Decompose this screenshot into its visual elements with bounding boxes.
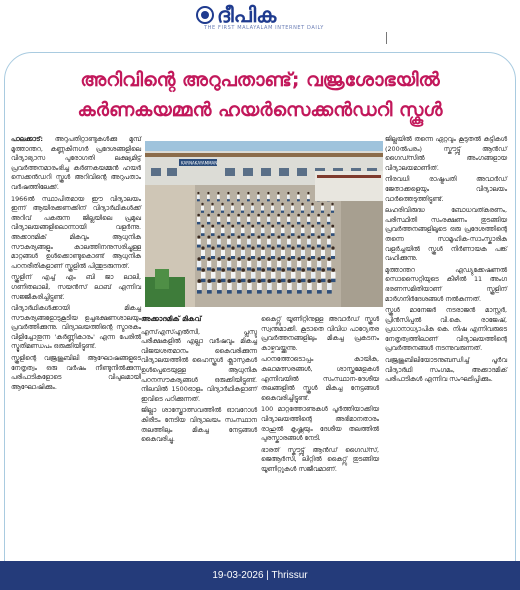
article-headline (5, 65, 515, 125)
paragraph: വിദ്യാർഥികൾക്കായി മികച്ച സൗകര്യങ്ങളോടുകൂടിയ ഉച്ചഭക്ഷണശാലയും പ്രവർത്തിക്കുന്നു. വിദ്യാലയത്തിന്റെ സ്മാരകം വിളിച്ചോതുന്ന 'കർണ്ണികാരം' എന്ന പേരിൽ സ്മൃതിമണ്ഡപം ഒരുക്കിയിട്ടുണ്ട്. (11, 304, 141, 351)
paragraph: ജില്ലയിൽ തന്നെ ഏറ്റവും കൂടുതൽ കുട്ടികൾ (200ൽപരം) സ്കൗട്ട്സ് ആൻഡ് ഗൈഡ്സിൽ അംഗങ്ങളായ വിദ്യാലയമാണിത്. (385, 135, 507, 172)
footer-bar (0, 561, 520, 590)
newspaper-logo (196, 4, 276, 26)
paragraph: ഭാരത് സ്കൗട്ട്സ് ആൻഡ് ഗൈഡ്സ്, ജെആർസി, ലിറ്റിൽ കൈറ്റ്സ് തുടങ്ങിയ യൂണിറ്റുകൾ സജീവമാണ്. (261, 445, 379, 473)
article-column-1 (11, 135, 141, 555)
paragraph: ലഹരിവിരുദ്ധ ബോധവത്കരണം, പരിസ്ഥിതി സംരക്ഷണം തുടങ്ങിയ പ്രവർത്തനങ്ങളിലൂടെ ഒരു പ്രദേശത്തിന്റെ തന്നെ സാമൂഹിക-സാംസ്കാരിക വളർച്ചയിൽ സ്കൂൾ നിർണായക പങ്ക് വഹിക്കുന്നു. (385, 206, 507, 263)
photo-illustration (145, 141, 383, 307)
article-column-4 (385, 135, 507, 555)
headline-line-2: കർണകയമ്മൻ ഹയർസെക്കൻഡറി സ്കൂൾ (77, 99, 443, 121)
paragraph: സ്കൂളിന് എച്ച്‌ എം ബി ജാ ലാലി, ഗണിതലാലി, സയൻസ് ലാബ് എന്നിവ സജ്ജീകരിച്ചിട്ടുണ്ട്. (11, 273, 141, 301)
headline-line-1: അറിവിന്റെ അറുപതാണ്ട്; വജ്രശോഭയിൽ (80, 69, 440, 91)
dateline: പാലക്കാട്: (11, 135, 43, 143)
paragraph (11, 135, 141, 193)
paragraph: 1966ൽ സ്ഥാപിതമായ ഈ വിദ്യാലയം ഇന്ന് ആയിരക്കണക്കിന് വിദ്യാർഥികൾക്ക് അറിവ് പകരുന്ന ജില്ലയിലെ പ്രമുഖ വിദ്യാലയങ്ങളിലൊന്നായി വളർന്നു. അക്കാദമിക് മികവും ആധുനിക സൗകര്യങ്ങളും കാലത്തിനനുസരിച്ചുള്ള മാറ്റങ്ങൾ ഉൾക്കൊണ്ടുകൊണ്ട് ആധുനിക പഠനരീതികളാണ് സ്കൂളിൽ പിന്തുടരുന്നത്. (11, 194, 141, 270)
paragraph: സ്കൂൾ മാനേജർ നടരാജൻ മാസ്റ്റർ, പ്രിൻസിപ്പൽ വി.കെ. രാജേഷ്, പ്രധാനാധ്യാപിക കെ. നിഷ എന്നിവരുടെ നേതൃത്വത്തിലാണ് വിദ്യാലയത്തിന്റെ പ്രവർത്തനങ്ങൾ നടന്നുവരുന്നത്. (385, 306, 507, 353)
logo-tagline: THE FIRST MALAYALAM INTERNET DAILY (204, 25, 324, 31)
paragraph: ജില്ലാ ശാസ്ത്രോത്സവത്തിൽ ഓവറോൾ കിരീടം നേടിയ വിദ്യാലയം സംസ്ഥാന തലത്തിലും മികച്ച നേട്ടങ്ങൾ കൈവരിച്ചു. (141, 406, 257, 444)
paragraph: നിരവധി രാഷ്ട്രപതി അവാർഡ് ജേതാക്കളെയും വിദ്യാലയം വാർത്തെടുത്തിട്ടുണ്ട്. (385, 175, 507, 203)
school-assembly-photo (145, 141, 383, 307)
paragraph: വജ്രജൂബിലിയോടനുബന്ധിച്ച് പൂർവ വിദ്യാർഥി സംഗമം, അക്കാദമിക് പരിപാടികൾ എന്നിവ സംഘടിപ്പിക്കും. (385, 356, 507, 384)
logo-name: ദീപിക (217, 3, 277, 27)
section-subheading: അക്കാദമിക് മികവ് (141, 315, 202, 323)
paragraph-text: അറുപതിറ്റാണ്ടുകൾക്കു മുമ്പ് മൂത്താന്തറ, കണ്ണകിനഗർ പ്രദേശങ്ങളിലെ വിദ്യാഭ്യാസ പുരോഗതി ലക്ഷ്യമിട്ട് പ്രവർത്തനമാരംഭിച്ച കർണകയമ്മൻ ഹയർ സെക്കൻഡറി സ്കൂൾ അറിവിന്റെ അറുപതാം വർഷത്തിലേക്ക്. (11, 135, 141, 191)
paragraph: 100 മാറ്റത്തോണുകൾ പൂർത്തിയാക്കിയ വിദ്യാലയത്തിന്റെ അഭിമാനതാരം രാഹുൽ കൃഷ്ണയും ദേശീയ തലത്തിൽ പുരസ്കാരങ്ങൾ നേടി. (261, 405, 379, 443)
banner-text: KARNAKAYAMMAN (181, 160, 218, 166)
paragraph: മുത്താന്തറ എഡ്യുക്കേഷണൽ സൊസൈറ്റിയുടെ കീഴിൽ 11 അംഗ ഭരണസമിതിയാണ് സ്കൂളിന് മാർഗനിർദേശങ്ങൾ നൽകുന്നത്. (385, 265, 507, 303)
article-column-2 (141, 315, 257, 559)
paragraph: പഠനത്തോടൊപ്പം കായിക, കലാമത്സരങ്ങൾ, ശാസ്ത്രമേളകൾ എന്നിവയിൽ സംസ്ഥാന-ദേശീയ തലങ്ങളിൽ സ്കൂൾ മികച്ച നേട്ടങ്ങൾ കൈവരിച്ചിട്ടുണ്ട്. (261, 355, 379, 402)
paragraph: കൈറ്റ്സ് യൂണിറ്റിനുള്ള അവാർഡ് സ്കൂൾ സ്വന്തമാക്കി. കൂടാതെ വിവിധ പാഠ്യേതര പ്രവർത്തനങ്ങളിലും മികച്ച പ്രകടനം കാഴ്ചവയ്ക്കുന്നു. (261, 315, 379, 352)
paragraph: എസ്എസ്എൽസി, പ്ലസ്ടു പരീക്ഷകളിൽ എല്ലാ വർഷവും മികച്ച വിജയശതമാനം കൈവരിക്കുന്ന വിദ്യാലയത്തിൽ ഹൈസ്കൂൾ ക്ലാസുകൾ ഉൾപ്പെടെയുള്ള ആധുനിക പഠനസൗകര്യങ്ങൾ ഒരുക്കിയിട്ടുണ്ട്. നിലവിൽ 1500ഓളം വിദ്യാർഥികളാണ് ഇവിടെ പഠിക്കുന്നത്. (141, 327, 257, 403)
paragraph: സ്കൂളിന്റെ വജ്രജൂബിലി ആഘോഷങ്ങളുടെ നേതൃത്വം ഒരു വർഷം നീണ്ടുനിൽക്കുന്ന പരിപാടികളോടെ വിപുലമായി ആഘോഷിക്കും. (11, 354, 141, 391)
article-card (4, 52, 516, 562)
logo-mark-icon (196, 6, 214, 24)
text-cursor-icon (386, 32, 387, 44)
masthead (0, 0, 520, 36)
article-column-3 (261, 315, 379, 559)
edition-date-place: 19-03-2026 | Thrissur (212, 570, 308, 581)
